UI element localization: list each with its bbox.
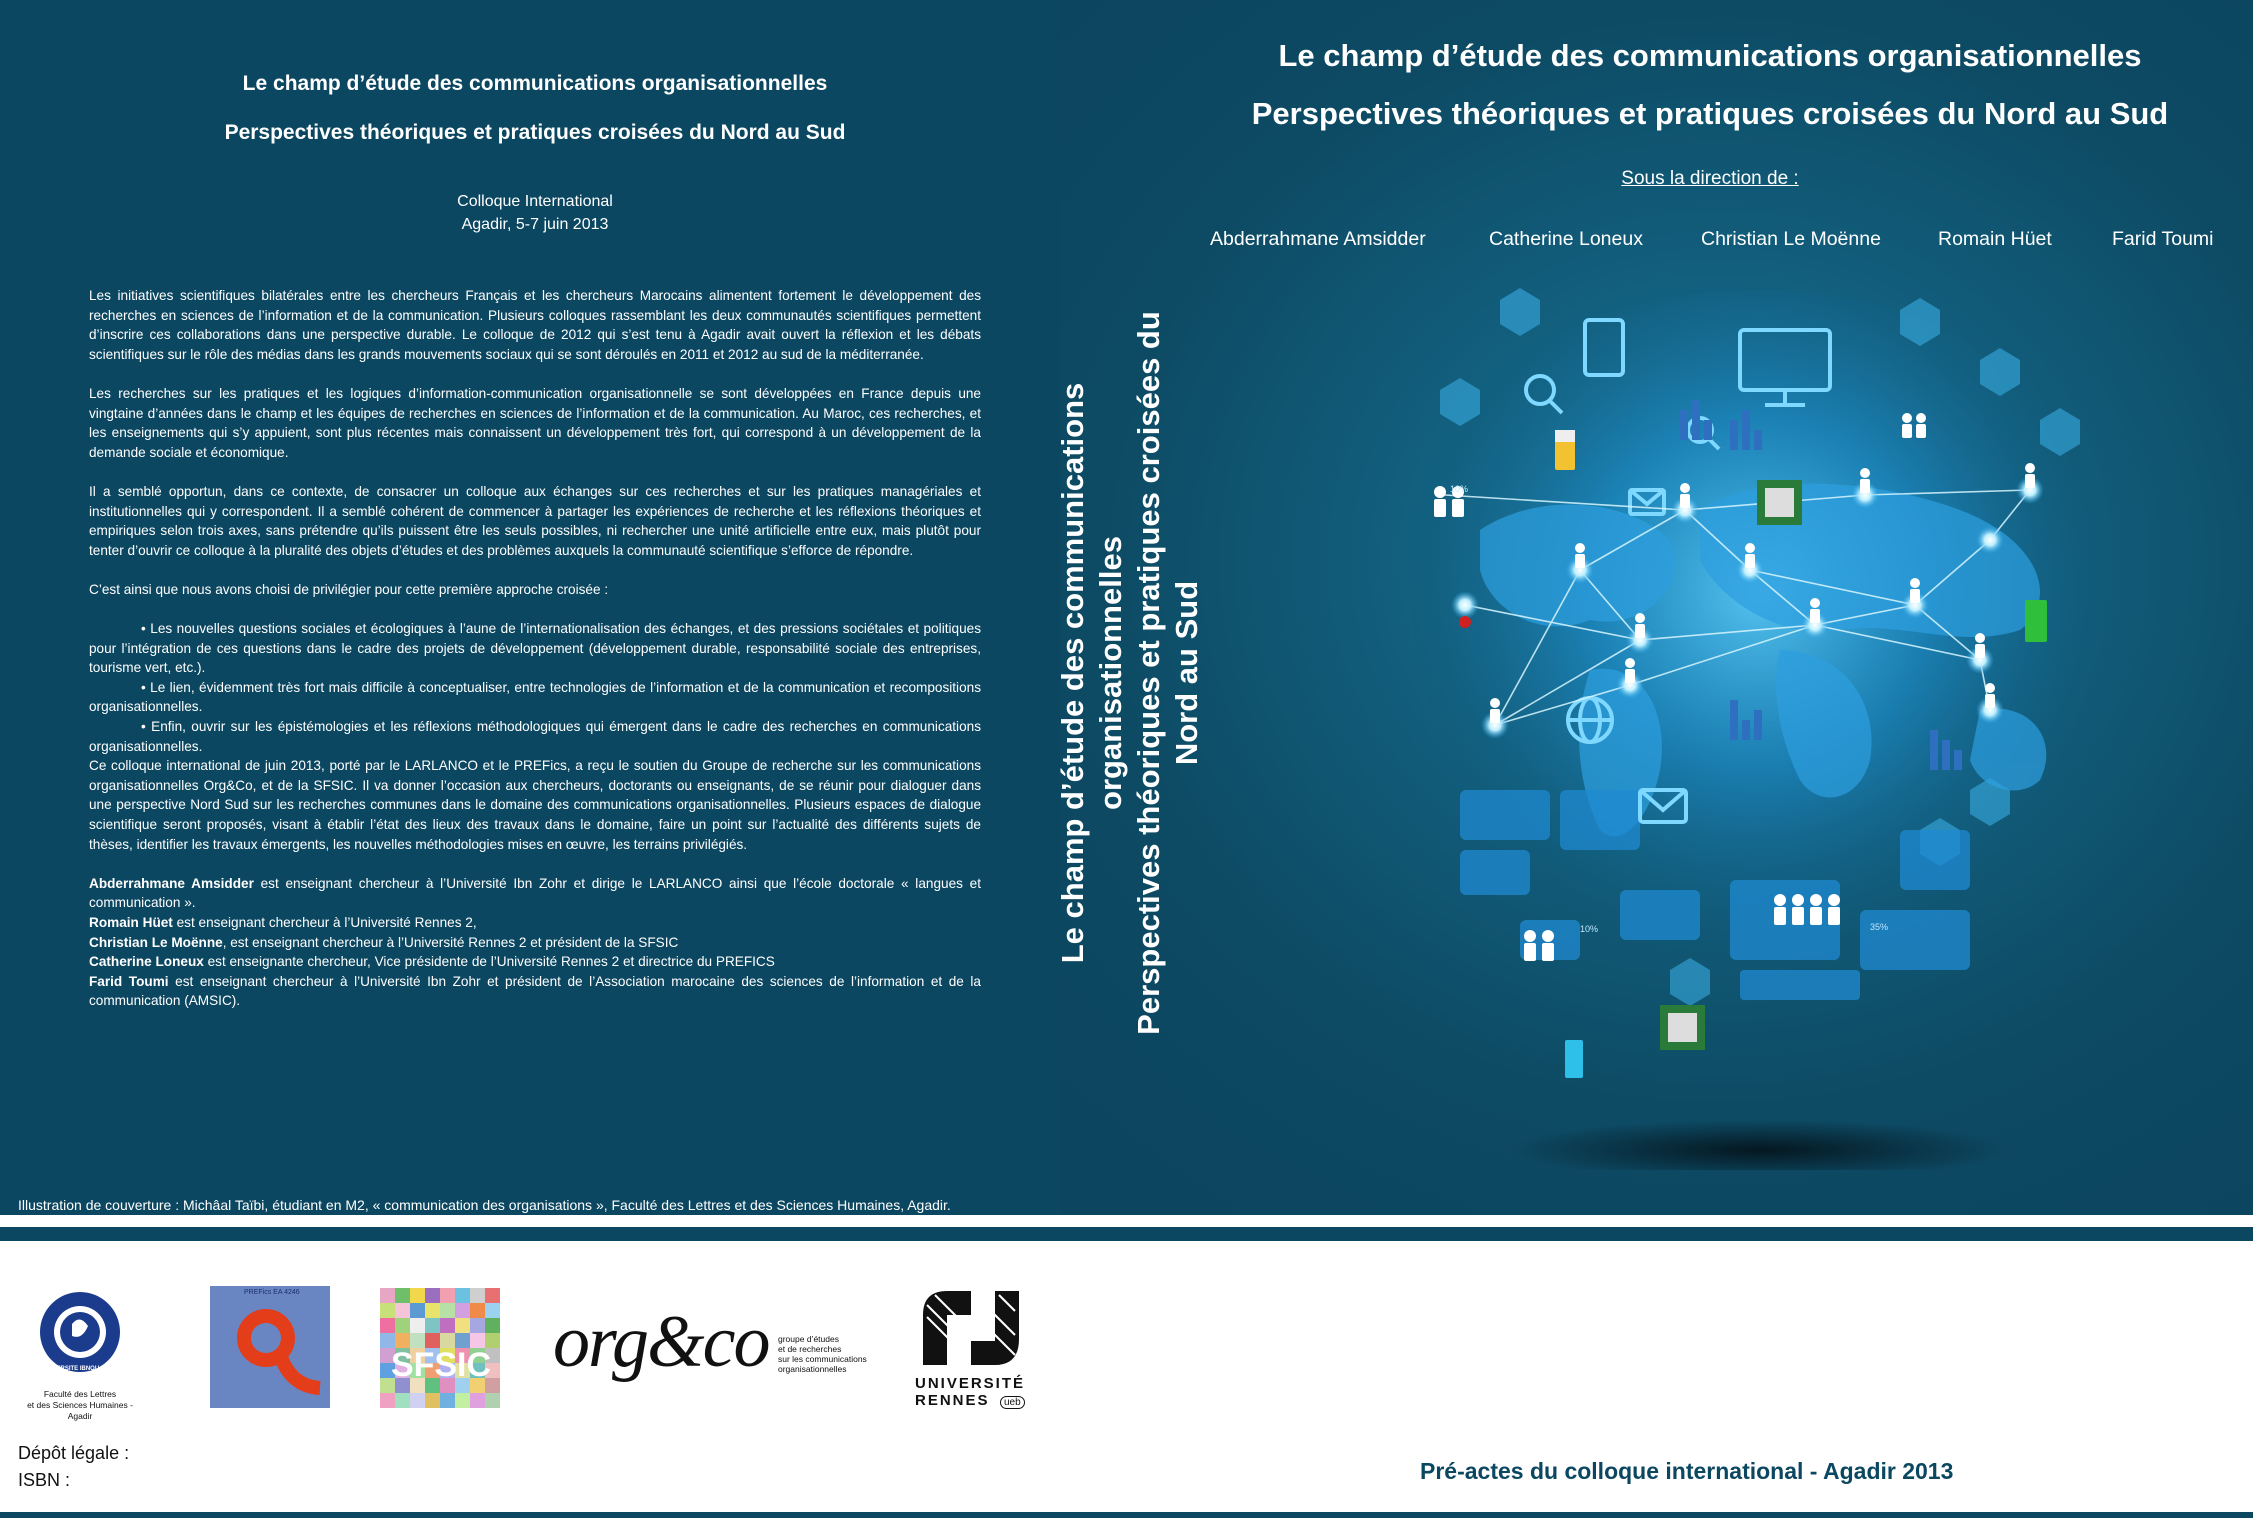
sfsic-label: SFSIC xyxy=(390,1346,492,1384)
logo-prefics xyxy=(210,1286,330,1408)
ueb-badge: ueb xyxy=(1000,1396,1025,1409)
logo-universite-ibn-zohr xyxy=(20,1284,140,1421)
bio-text: est enseignant chercheur à l’Université Ibn Zohr et dirige le LARLANCO ainsi que l’école doctorale « langues et communication ». xyxy=(89,875,981,911)
paragraph: Les recherches sur les pratiques et les logiques d’information-communication organisationnelle se sont développées en France depuis une vingtaine d’années dans le champ et les équipes de recherches en sciences de l’information et de la communication. Au Maroc, ces recherches, et les enseignements qui s’y appuient, sont plus récentes mais connaissent un développement très fort, qui correspond à un développement de la demande sociale et économique. xyxy=(89,385,981,460)
bio xyxy=(89,913,981,933)
rennes-line1: UNIVERSITÉ xyxy=(915,1375,1026,1392)
logo-orgco xyxy=(553,1290,883,1400)
divider-stripe xyxy=(0,1218,2253,1227)
logo-sfsic xyxy=(380,1288,502,1408)
editor-name: Farid Toumi xyxy=(2112,228,2214,250)
bio-name: Catherine Loneux xyxy=(89,954,204,970)
percent-label: 10% xyxy=(1450,484,1469,494)
prefics-symbol xyxy=(210,1296,330,1406)
percent-label: 35% xyxy=(1870,922,1889,932)
logo-universite-rennes xyxy=(915,1285,1045,1410)
bio xyxy=(89,972,981,1011)
bio xyxy=(89,874,981,913)
bio-text: , est enseignant chercheur à l’Université Rennes 2 et président de la SFSIC xyxy=(222,934,679,950)
orgco-wordmark: org&co xyxy=(553,1301,769,1383)
editor-name: Christian Le Moënne xyxy=(1701,228,1881,250)
depot-legal-label: Dépôt légale : xyxy=(18,1443,130,1463)
orgco-tagline-line: groupe d’études xyxy=(778,1334,839,1344)
direction-label: Sous la direction de : xyxy=(1621,168,1799,189)
front-title-line1: Le champ d’étude des communications organisationnelles xyxy=(1278,38,2142,73)
percent-label: 10% xyxy=(1580,924,1599,934)
conference-name: Colloque International xyxy=(457,193,613,210)
front-title-line2: Perspectives théoriques et pratiques croisées du Nord au Sud xyxy=(1251,96,2169,131)
bio xyxy=(89,933,981,953)
spine xyxy=(1055,278,1204,1068)
back-title-line2: Perspectives théoriques et pratiques croisées du Nord au Sud xyxy=(224,121,846,144)
bio-text: est enseignante chercheur, Vice présidente de l’Université Rennes 2 et directrice du PREFICS xyxy=(203,954,775,970)
orgco-tagline-line: organisationnelles xyxy=(778,1364,847,1374)
author-bios xyxy=(89,874,981,1011)
orgco-tagline-line: et de recherches xyxy=(778,1344,842,1354)
bulb-shadow xyxy=(1510,1120,2010,1170)
rennes-line2: RENNES xyxy=(915,1392,990,1409)
prefics-label: PREFics EA 4246 xyxy=(244,1289,300,1296)
paragraph: C’est ainsi que nous avons choisi de privilégier pour cette première approche croisée : xyxy=(89,581,609,597)
ibn-zohr-emblem xyxy=(20,1284,140,1384)
ibn-zohr-caption-line2: et des Sciences Humaines - Agadir xyxy=(27,1400,133,1421)
editor-name: Abderrahmane Amsidder xyxy=(1210,228,1426,250)
editor-name: Romain Hüet xyxy=(1938,228,2052,250)
back-cover-text xyxy=(89,286,981,1011)
bio-name: Romain Hüet xyxy=(89,915,173,930)
spine-title-line1: Le champ d’étude des communications organisationnelles xyxy=(1055,382,1128,964)
paragraph: Il a semblé opportun, dans ce contexte, de consacrer un colloque aux échanges sur ces recherches et sur les pratiques managériales et institutionnelles qui y correspondent. Il a semblé cohérent de commencer à partager les expériences de recherche et les réflexions théoriques et empiriques selon trois axes, sans prétendre qu’ils puissent être les seuls possibles, ni rechercher une unité artificielle entre eux, mais plutôt pour tenter d’ouvrir ce colloque à la pluralité des objets d’études et des problèmes auxquels la communauté scientifique s’efforce de répondre. xyxy=(89,483,981,558)
network-lightbulb-illustration xyxy=(1340,270,2220,1170)
bio-name: Farid Toumi xyxy=(89,973,169,989)
orgco-tagline-line: sur les communications xyxy=(778,1354,867,1364)
ibn-zohr-ring-text: UNIVERSITE IBNOU ZOHR xyxy=(42,1366,118,1372)
bullet-item: • Les nouvelles questions sociales et écologiques à l’aune de l’internationalisation des échanges, et des pressions sociétales et politiques pour l’intégration de ces questions dans le cadre des projets de développement (développement durable, responsabilité sociale des entreprises, tourisme vert, etc.). xyxy=(89,621,981,676)
preactes-title: Pré-actes du colloque international - Agadir 2013 xyxy=(1420,1458,1954,1484)
isbn-label: ISBN : xyxy=(18,1470,71,1490)
bio-name: Christian Le Moënne xyxy=(89,934,223,950)
bio xyxy=(89,952,981,972)
bio-text: est enseignant chercheur à l’Université Ibn Zohr et président de l’Association marocaine des sciences de l’information et de la communication (AMSIC). xyxy=(89,973,981,1009)
bio-name: Abderrahmane Amsidder xyxy=(89,875,254,891)
ibn-zohr-caption xyxy=(20,1389,140,1422)
editor-name: Catherine Loneux xyxy=(1489,228,1643,250)
divider-stripe xyxy=(0,1227,2253,1241)
spine-title-line2: Perspectives théoriques et pratiques croisées du Nord au Sud xyxy=(1131,311,1204,1035)
bottom-border xyxy=(0,1512,2253,1518)
rennes-emblem xyxy=(915,1285,1045,1370)
back-title-line1: Le champ d’étude des communications organisationnelles xyxy=(242,72,828,95)
paragraph: Ce colloque international de juin 2013, porté par le LARLANCO et le PREFics, a reçu le soutien du Groupe de recherche sur les communications organisationnelles Org&Co, et de la SFSIC. Il va donner l’occasion aux chercheurs, doctorants ou enseignants, de se réunir pour dialoguer dans une perspective Nord Sud sur les recherches communes dans le domaine des communications organisationnelles. Plusieurs espaces de dialogue scientifique seront proposés, visant à établir l’état des lieux des travaux dans le domaine, faire un point sur l’actualité des différents sujets de thèses, identifier les travaux émergents, les nouvelles méthodologies mises en œuvre, les terrains privilégiés. xyxy=(89,758,981,852)
bio-text: est enseignant chercheur à l’Université Rennes 2, xyxy=(172,915,477,930)
conference-date: Agadir, 5-7 juin 2013 xyxy=(461,216,609,233)
person-icon-red xyxy=(1459,616,1471,628)
illustration-credit: Illustration de couverture : Michâal Taïbi, étudiant en M2, « communication des organisations », Faculté des Lettres et des Sciences Humaines, Agadir. xyxy=(18,1197,951,1213)
paragraph: Les initiatives scientifiques bilatérales entre les chercheurs Français et les chercheurs Marocains alimentent fortement le développement des recherches en sciences de l’information et de la communication. Plusieurs colloques rassemblant les deux communautés scientifiques permettent d’inscrire ces collaborations dans une perspective durable. Le colloque de 2012 qui s’est tenu à Agadir avait ouvert la réflexion et les débats scientifiques sur le rôle des médias dans les grands mouvements sociaux qui se sont déroulés en 2011 et 2012 au sud de la méditerranée. xyxy=(89,288,981,362)
sfsic-mosaic xyxy=(380,1288,502,1408)
bullet-item: • Le lien, évidemment très fort mais difficile à conceptualiser, entre technologies de l’information et de la communication et recompositions organisationnelles. xyxy=(89,679,981,715)
orgco-tagline xyxy=(778,1334,867,1374)
bullet-item: • Enfin, ouvrir sur les épistémologies et les réflexions méthodologiques qui émergent dans le cadre des recherches en communications organisationnelles. xyxy=(89,719,981,754)
ibn-zohr-caption-line1: Faculté des Lettres xyxy=(43,1389,117,1399)
